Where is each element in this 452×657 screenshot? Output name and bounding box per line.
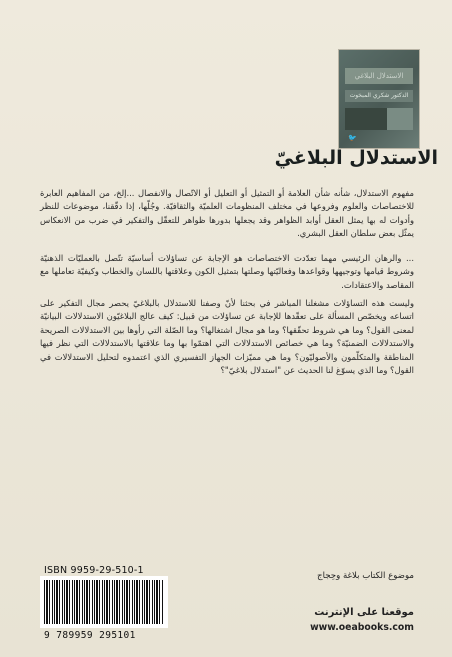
paragraph-2: ... والرهان الرئيسي مهما تعدّدت الاختصاصات هو الإجابة عن تساؤلات أساسيّة تتّصل بالعمليّات الذهنيّة وشروط قيامها وتوجيهها وقواعدها وفعاليّتها وصلتها بتمثيل الكون وعلاقتها باللسان والخطاب وكيفيّة تعاملها مع المقاصد والاعتقادات. — [40, 253, 414, 290]
thumbnail-subtitle: الدكتور شكري المبخوت — [345, 90, 413, 102]
book-title: الاستدلال البلاغيّ — [274, 147, 438, 169]
isbn-text: ISBN 9959-29-510-1 — [44, 565, 144, 576]
thumbnail-light-block — [387, 108, 413, 130]
cover-thumbnail — [339, 50, 419, 148]
website-link[interactable]: www.oeabooks.com — [310, 622, 414, 633]
paragraph-3: وليست هذه التساؤلات مشغلنا المباشر في بحثنا لأنّ وصفنا للاستدلال بالبلاغيّ يحصر مجال التفكير على اتساعه ويخصّص المسألة على تعقّدها للإجابة عن تساؤلات من قبيل: كيف عالج البلاغيّون الاستدلالات البيانيّة لمعنى القول؟ وما هي شروط تحقّقها؟ وما هو مجال اشتغالها؟ وما الصّلة التي رأوها بين الاستدلالات الصريحة والاستدلالات الضمنيّة؟ وما هي خصائص الاستدلالات التي اهتمّوا بها وما علاقتها بالاستدلالات التي نظر فيها المناطقة والمتكلّمون والأصوليّون؟ وما هي مميّزات الجهاز التفسيري الذي اعتمدوه لتحليل الاستدلالات في القول؟ وما الذي يسوّغ لنا الحديث عن "استدلال بلاغيّ"؟ — [40, 298, 414, 376]
barcode-number: 9 789959 295101 — [44, 630, 136, 641]
paragraph-1: مفهوم الاستدلال، شأنه شأن العلامة أو التمثيل أو التعليل أو الاتّصال والانفصال ...إلخ، من المفاهيم العابرة للاختصاصات والعلوم وفروعها في مختلف المنظومات العلميّة والثقافيّة. وجُلّها، إذا دقّقنا، موضوعات للنظر وأدوات له بها يمثل العقل أوابد الظواهر وقد يجعلها بدورها ظواهر للتعقّل والتفكير في ضرب من الانعكاس يمثّل بعض سلطان العقل البشري. — [40, 188, 414, 239]
website-label: موقعنا على الإنترنت — [314, 607, 414, 618]
thumbnail-dark-block — [345, 108, 387, 130]
isbn-barcode — [44, 565, 168, 643]
book-subject: موضوع الكتاب بلاغة وحِجاج — [317, 571, 414, 581]
barcode-bars — [44, 580, 164, 624]
publisher-bird-icon: 🐦 — [348, 134, 357, 142]
thumbnail-title: الاستدلال البلاغي — [345, 68, 413, 84]
